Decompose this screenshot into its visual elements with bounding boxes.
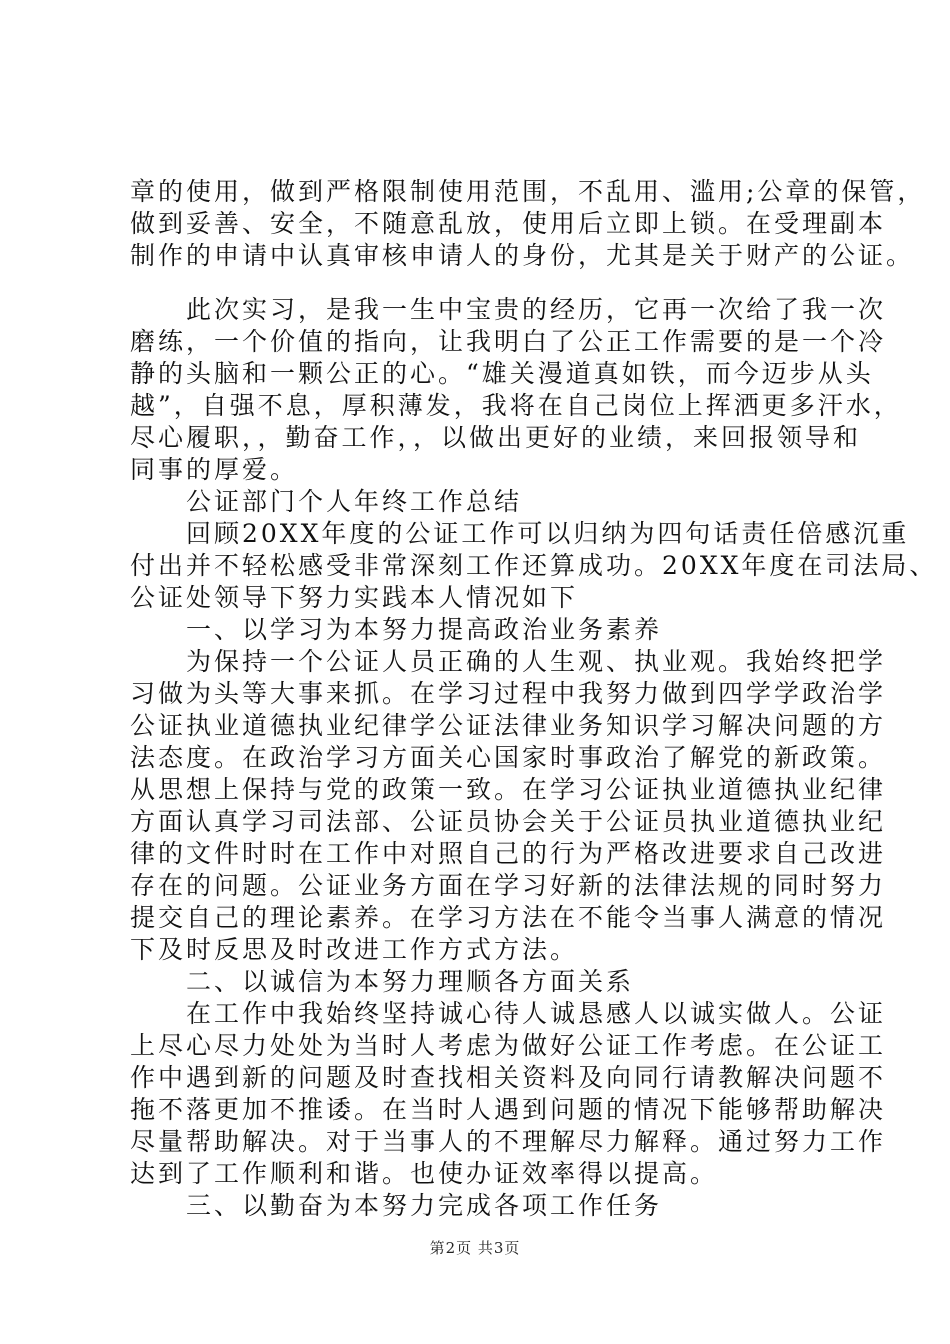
text-line: 章的使用，做到严格限制使用范围，不乱用、滥用;公章的保管，	[130, 177, 926, 206]
text-line: 尽心履职，，勤奋工作，，以做出更好的业绩，来回报领导和	[130, 423, 862, 452]
text-line: 此次实习，是我一生中宝贵的经历，它再一次给了我一次	[130, 295, 887, 324]
text-line: 回顾20XX年度的公证工作可以归纳为四句话责任倍感沉重	[130, 519, 910, 548]
page-footer: 第2页 共3页	[429, 1239, 521, 1257]
text-line: 为保持一个公证人员正确的人生观、执业观。我始终把学	[130, 647, 887, 676]
text-line: 律的文件时时在工作中对照自己的行为严格改进要求自己改进	[130, 839, 887, 868]
text-line: 同事的厚爱。	[130, 455, 299, 484]
text-line: 尽量帮助解决。对于当事人的不理解尽力解释。通过努力工作	[130, 1127, 887, 1156]
text-line: 从思想上保持与党的政策一致。在学习公证执业道德执业纪律	[130, 775, 887, 804]
section-heading: 三、以勤奋为本努力完成各项工作任务	[130, 1191, 663, 1220]
section-title: 公证部门个人年终工作总结	[130, 487, 523, 516]
text-line: 下及时反思及时改进工作方式方法。	[130, 935, 579, 964]
text-line: 磨练，一个价值的指向，让我明白了公正工作需要的是一个冷	[130, 327, 887, 356]
text-line: 达到了工作顺利和谐。也使办证效率得以提高。	[130, 1159, 719, 1188]
text-line: 制作的申请中认真审核申请人的身份，尤其是关于财产的公证。	[130, 241, 915, 270]
text-line: 法态度。在政治学习方面关心国家时事政治了解党的新政策。	[130, 743, 887, 772]
text-line: 存在的问题。公证业务方面在学习好新的法律法规的同时努力	[130, 871, 887, 900]
text-line: 公证处领导下努力实践本人情况如下	[130, 583, 579, 612]
text-line: 习做为头等大事来抓。在学习过程中我努力做到四学学政治学	[130, 679, 887, 708]
text-line: 做到妥善、安全，不随意乱放，使用后立即上锁。在受理副本	[130, 209, 887, 238]
paragraph-block-continued	[130, 176, 926, 272]
text-line: 拖不落更加不推诿。在当时人遇到问题的情况下能够帮助解决	[130, 1095, 887, 1124]
text-line: 静的头脑和一颗公正的心。“雄关漫道真如铁，而今迈步从头	[130, 359, 874, 388]
paragraph-block-main	[130, 294, 938, 1222]
text-line: 方面认真学习司法部、公证员协会关于公证员执业道德执业纪	[130, 807, 887, 836]
text-line: 公证执业道德执业纪律学公证法律业务知识学习解决问题的方	[130, 711, 887, 740]
text-line: 提交自己的理论素养。在学习方法在不能令当事人满意的情况	[130, 903, 887, 932]
section-heading: 一、以学习为本努力提高政治业务素养	[130, 615, 663, 644]
text-line: 付出并不轻松感受非常深刻工作还算成功。20XX年度在司法局、	[130, 551, 938, 580]
text-line: 越”，自强不息，厚积薄发，我将在自己岗位上挥洒更多汗水，	[130, 391, 902, 420]
text-line: 在工作中我始终坚持诚心待人诚恳感人以诚实做人。公证	[130, 999, 887, 1028]
section-heading: 二、以诚信为本努力理顺各方面关系	[130, 967, 635, 996]
text-line: 作中遇到新的问题及时查找相关资料及向同行请教解决问题不	[130, 1063, 887, 1092]
text-line: 上尽心尽力处处为当时人考虑为做好公证工作考虑。在公证工	[130, 1031, 887, 1060]
